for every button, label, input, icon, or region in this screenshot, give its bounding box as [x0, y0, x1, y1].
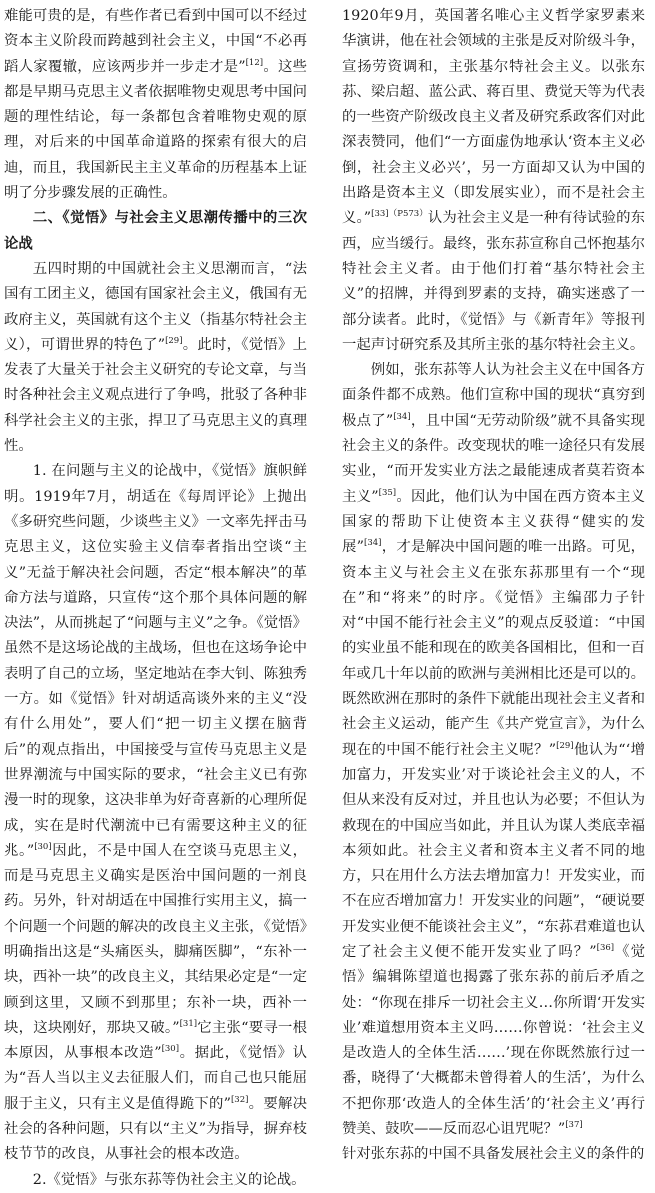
- citation-ref: [29]: [556, 740, 574, 751]
- paragraph-3: [4, 459, 307, 1167]
- section-heading: 二、《觉悟》与社会主义思潮传播中的三次论战: [4, 210, 307, 252]
- paragraph-5: [342, 4, 645, 358]
- paragraph-6: [342, 358, 645, 1142]
- paragraph-text: 。这些都是早期马克思主义者依据唯物史观思考中国问题的理性结论，每一条都包含着唯物史观的原理，对后来的中国革命道路的探索有很大的启迪，而且，我国新民主主义革命的历程基本上证明了分步骤发展的正确性。: [4, 58, 307, 202]
- paragraph-4: 2.《觉悟》与张东荪等伪社会主义的论战。: [32, 1171, 306, 1188]
- citation-ref: [33]（P573）: [371, 209, 428, 220]
- citation-ref: [32]: [230, 1094, 249, 1105]
- paragraph-text: 它主张“要寻一根本原因，从事根本改造”: [4, 1019, 307, 1062]
- paragraph-1: [4, 4, 307, 206]
- paragraph-text: ，且中国“无劳动阶级”就不具备实现社会主义的条件。改变现状的唯一途径只有发展实业，“而开发实业方法之最能速成者莫若资本主义”: [342, 412, 646, 505]
- paragraph-text: 。据此，《觉悟》认为“吾人当以主义去征服人们，而自己也只能屈服于主义，只有主义是值得跪下的”: [4, 1045, 307, 1112]
- paragraph-7: 针对张东荪的中国不具备发展社会主义的条件的: [342, 1146, 645, 1163]
- citation-ref: [34]: [364, 538, 382, 549]
- citation-ref: [30]: [161, 1044, 180, 1055]
- paragraph-text: 难能可贵的是，有些作者已看到中国可以不经过资本主义阶段而跨越到社会主义，中国“不必再蹈人家覆辙，应该两步并一步走才是”: [4, 8, 307, 75]
- paragraph-text: 认为社会主义是一种有待试验的东西，应当缓行。最终，张东荪宣称自己怀抱基尔特社会主义者。由于他们打着“基尔特社会主义”的招牌，并得到罗素的支持，确实迷惑了一部分读者。此时，《觉悟》与《新青年》等报刊一起声讨研究系及其所主张的基尔特社会主义。: [342, 210, 645, 353]
- paragraph-text: 1920年9月，英国著名唯心主义哲学家罗素来华演讲，他在社会领域的主张是反对阶级斗争，宣扬劳资调和，主张基尔特社会主义。以张东荪、梁启超、蓝公武、蒋百里、费觉天等为代表的一些资产阶级改良主义者及研究系政客们对此深表赞同，他们“一方面虚伪地承认‘资本主义必倒，社会主义必兴’，另一方面却又认为中国的出路是资本主义（即发展实业），而不是社会主义。”: [342, 8, 645, 227]
- paragraph-text: 因此，不是中国人在空谈马克思主义，而是马克思主义确实是医治中国问题的一剂良药。另外，针对胡适在中国推行实用主义，搞一个问题一个问题的解决的改良主义主张，《觉悟》明确指出这是“头痛医头，脚痛医脚”，“东补一块，西补一块”的改良主义，其结果必定是“一定顾到这里，又顾不到那里；东补一块，西补一块，这块刚好，那块又破。”: [4, 842, 307, 1036]
- paragraph-text: 1. 在问题与主义的论战中，《觉悟》旗帜鲜明。1919年7月，胡适在《每周评论》上抛出《多研究些问题，少谈些主义》一文率先抨击马克思主义，这位实验主义信奉者指出空谈“主义”无益于解决社会问题，否定“根本解决”的革命方法与道路，只宣传“这个那个具体问题的解决法”，从而挑起了“问题与主义”之争。《觉悟》虽然不是这场论战的主战场，但也在这场争论中表明了自己的立场，坚定地站在李大钊、陈独秀一方。如《觉悟》针对胡适高谈外来的主义“没有什么用处”，要人们“把一切主义摆在脑背后”的观点指出，中国接受与宣传马克思主义是世界潮流与中国实际的要求，“社会主义已有弥漫一时的现象，这决非单为好奇喜新的心理所促成，实在是时代潮流中已有需要这种主义的征兆。”: [4, 463, 307, 859]
- paragraph-text: ，才是解决中国问题的唯一出路。可见，资本主义与社会主义在张东荪那里有一个“现在”和“将来”的时序。《觉悟》主编邵力子针对“中国不能行社会主义”的观点反驳道：“中国的实业虽不能和现在的欧美各国相比，但和一百年或几十年以前的欧洲与美洲相比还是可以的。既然欧洲在那时的条件下就能出现社会主义者和社会主义运动，能产生《共产党宣言》，为什么现在的中国不能行社会主义呢？”: [342, 539, 645, 758]
- paragraph-text: 。此时，《觉悟》上发表了大量关于社会主义研究的专论文章，与当时各种社会主义观点进行了争鸣，批驳了各种非科学社会主义的主张，捍卫了马克思主义的真理性。: [4, 336, 307, 455]
- paragraph-text: 《觉悟》编辑陈望道也揭露了张东荪的前后矛盾之处：“你现在排斥一切社会主义…你所谓‘开发实业’难道想用资本主义吗……你曾说：‘社会主义是改造人的全体生活……’现在你既然旅行过一番，晓得了‘大概都未曾得着人的生活’，为什么不把你那‘改造人的全体生活’的‘社会主义’再行赞美、鼓吹——反而忍心诅咒呢？”: [342, 943, 645, 1138]
- left-column: [4, 4, 307, 1193]
- paragraph-text: 他认为“‘增加富力，开发实业’对于谈论社会主义的人，不但从来没有反对过，并且也认为必要；不但认为救现在的中国应当如此，并且认为谋人类底幸福本须如此。社会主义者和资本主义者不同的地方，只在用什么方法去增加富力！开发实业，而不在应否增加富力！开发实业的问题”，“硬说要开发实业便不能谈社会主义”，“东荪君难道也认定了社会主义便不能开发实业了吗？”: [342, 741, 646, 960]
- citation-ref: [29]: [165, 336, 183, 347]
- paragraph-text: 。要解决社会的各种问题，只有以“主义”为指导，摒弃枝枝节节的改良，从事社会的根本改造。: [4, 1095, 307, 1163]
- paragraph-2: [4, 257, 307, 459]
- paragraph-text: 五四时期的中国就社会主义思潮而言，“法国有工团主义，德国有国家社会主义，俄国有无政府主义，英国就有这个主义（指基尔特社会主义），可谓世界的特色了”: [4, 260, 307, 353]
- citation-ref: [34]: [393, 411, 411, 422]
- citation-ref: [37]: [565, 1120, 583, 1131]
- right-column: [342, 4, 645, 1168]
- paragraph-text: 例如，张东荪等人认为社会主义在中国各方面条件都不成熟。他们宣称中国的现状“真穷到极点了”: [342, 362, 645, 429]
- citation-ref: [36]: [596, 943, 615, 954]
- paragraph-text: 。因此，他们认为中国在西方资本主义国家的帮助下让使资本主义获得“健实的发展”: [342, 488, 645, 556]
- citation-ref: [30]: [34, 842, 52, 852]
- citation-ref: [35]: [378, 487, 397, 498]
- citation-ref: [12]: [245, 57, 264, 68]
- citation-ref: [31]: [179, 1019, 198, 1030]
